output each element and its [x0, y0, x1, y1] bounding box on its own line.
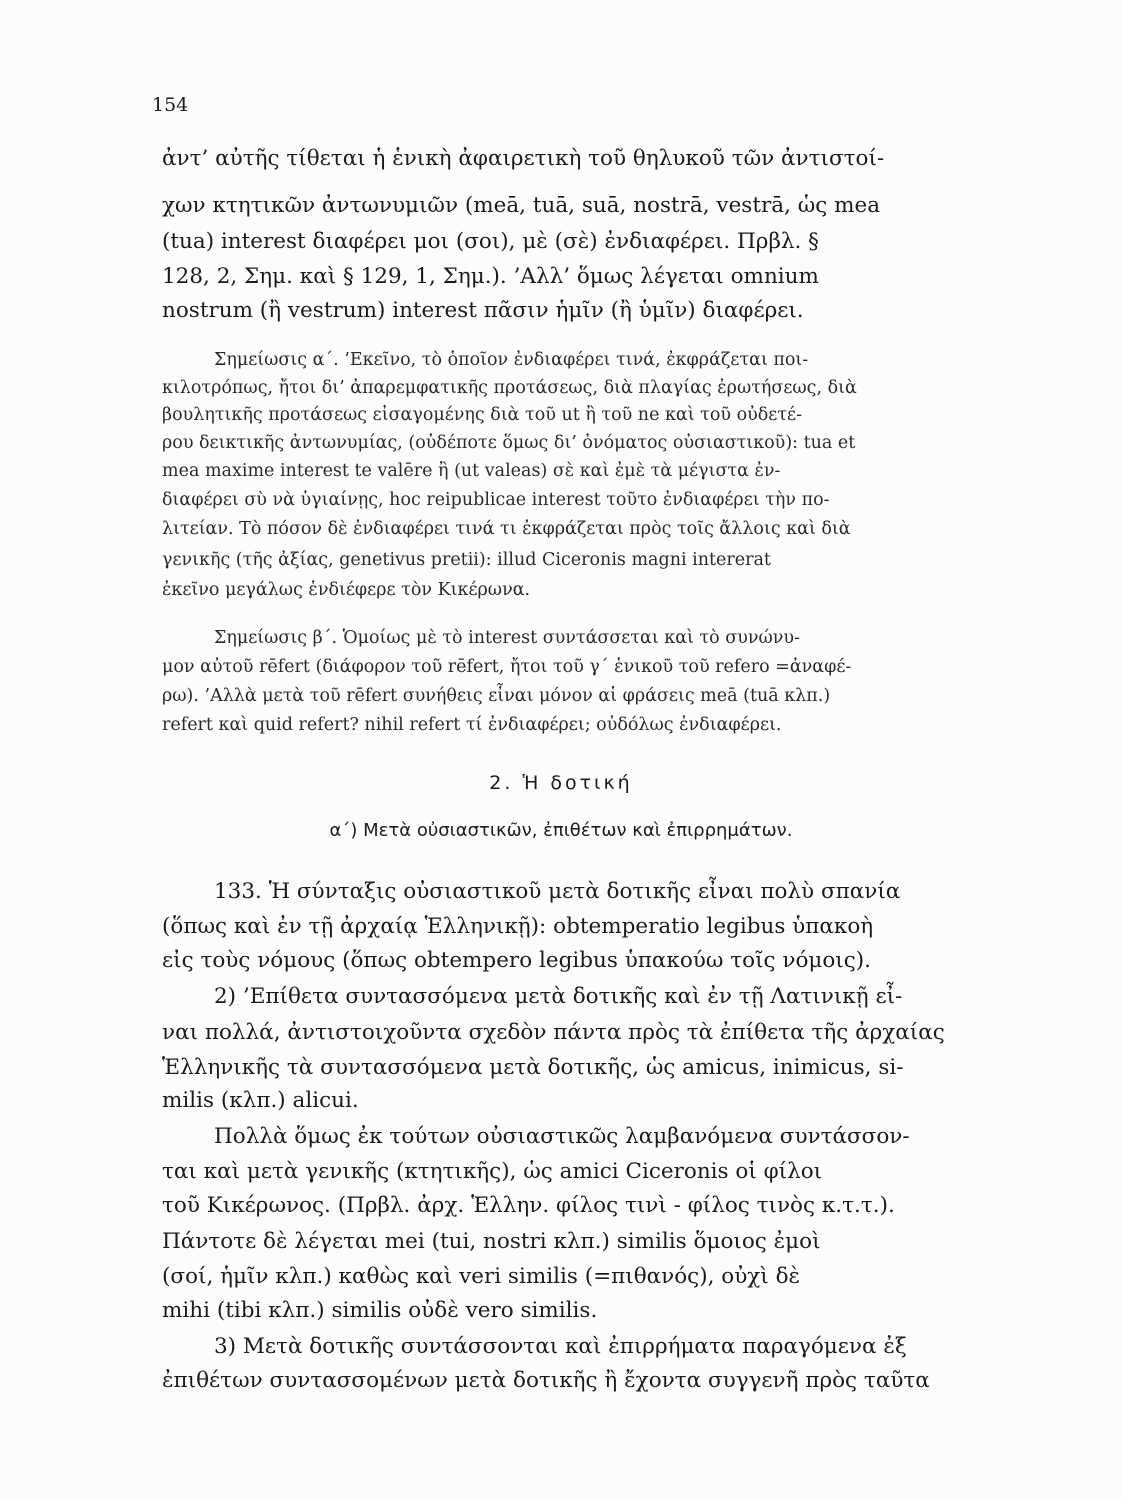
note-a-line-9: ἐκεῖνο μεγάλως ἐνδιέφερε τὸν Κικέρωνα.: [162, 580, 531, 600]
para1-line-4: 128, 2, Σημ. καὶ § 129, 1, Σημ.). ’Αλλ’ ὅμως λέγεται omnium: [162, 264, 819, 289]
subsection-heading: α΄) Μετὰ οὐσιαστικῶν, ἐπιθέτων καὶ ἐπιρρημάτων.: [329, 820, 793, 841]
note-a-line-4: ρου δεικτικῆς ἀντωνυμίας, (οὐδέποτε ὅμως δι’ ὀνόματος οὐσιαστικοῦ): tua et: [162, 433, 856, 453]
para2-line-1: 2) ’Επίθετα συντασσόμενα μετὰ δοτικῆς καὶ ἐν τῇ Λατινικῇ εἶ-: [214, 984, 903, 1009]
para-polla-line-6: mihi (tibi κλπ.) similis οὐδὲ vero similis.: [162, 1298, 598, 1323]
para1-line-5: nostrum (ἢ vestrum) interest πᾶσιν ἡμῖν (ἢ ὑμῖν) διαφέρει.: [162, 298, 804, 323]
note-b-line-2: μον αὐτοῦ rēfert (διάφορον τοῦ rēfert, ἤτοι τοῦ γ΄ ἑνικοῦ τοῦ refero =ἀναφέ-: [162, 657, 852, 677]
section-heading: 2. Ἡ δοτική: [489, 772, 633, 794]
para1-line-1: ἀντ’ αὐτῆς τίθεται ἡ ἑνικὴ ἀφαιρετικὴ τοῦ θηλυκοῦ τῶν ἀντιστοί-: [162, 146, 885, 171]
para-polla-line-2: ται καὶ μετὰ γενικῆς (κτητικῆς), ὡς amici Ciceronis οἱ φίλοι: [162, 1159, 823, 1184]
note-b-line-3: ρω). ’Αλλὰ μετὰ τοῦ rēfert συνήθεις εἶναι μόνον αἱ φράσεις meā (tuā κλπ.): [162, 686, 831, 706]
note-a-line-1: Σημείωσις α΄. ’Εκεῖνο, τὸ ὁποῖον ἐνδιαφέρει τινά, ἐκφράζεται ποι-: [214, 350, 809, 370]
para3-line-1: 3) Μετὰ δοτικῆς συντάσσονται καὶ ἐπιρρήματα παραγόμενα ἐξ: [214, 1334, 907, 1359]
para133-line-1: 133. Ἡ σύνταξις οὐσιαστικοῦ μετὰ δοτικῆς εἶναι πολὺ σπανία: [214, 879, 901, 904]
note-a-line-3: βουλητικῆς προτάσεως εἰσαγομένης διὰ τοῦ ut ἢ τοῦ ne καὶ τοῦ οὐδετέ-: [162, 405, 803, 425]
note-b-line-1: Σημείωσις β΄. Ὁμοίως μὲ τὸ interest συντάσσεται καὶ τὸ συνώνυ-: [214, 628, 800, 648]
note-a-line-8: γενικῆς (τῆς ἀξίας, genetivus pretii): illud Ciceronis magni intererat: [162, 550, 771, 570]
para1-line-3: (tua) interest διαφέρει μοι (σοι), μὲ (σὲ) ἐνδιαφέρει. Πρβλ. §: [162, 229, 819, 254]
para1-line-2: χων κτητικῶν ἀντωνυμιῶν (meā, tuā, suā, nostrā, vestrā, ὡς mea: [162, 193, 881, 218]
para3-line-2: ἐπιθέτων συντασσομένων μετὰ δοτικῆς ἢ ἔχοντα συγγενῆ πρὸς ταῦτα: [162, 1368, 930, 1393]
note-a-line-6: διαφέρει σὺ νὰ ὑγιαίνῃς, hoc reipublicae interest τοῦτο ἐνδιαφέρει τὴν πο-: [162, 490, 830, 510]
para2-line-2: ναι πολλά, ἀντιστοιχοῦντα σχεδὸν πάντα πρὸς τὰ ἐπίθετα τῆς ἀρχαίας: [162, 1020, 945, 1045]
note-a-line-5: mea maxime interest te valēre ἢ (ut valeas) σὲ καὶ ἐμὲ τὰ μέγιστα ἐν-: [162, 461, 781, 481]
para133-line-3: εἰς τοὺς νόμους (ὅπως obtempero legibus ὑπακούω τοῖς νόμοις).: [162, 948, 871, 973]
para-polla-line-1: Πολλὰ ὅμως ἐκ τούτων οὐσιαστικῶς λαμβανόμενα συντάσσον-: [214, 1124, 910, 1149]
para2-line-4: milis (κλπ.) alicui.: [162, 1088, 359, 1113]
para2-line-3: Ἑλληνικῆς τὰ συντασσόμενα μετὰ δοτικῆς, ὡς amicus, inimicus, si-: [162, 1055, 904, 1080]
para-polla-line-3: τοῦ Κικέρωνος. (Πρβλ. ἀρχ. Ἑλλην. φίλος τινὶ - φίλος τινὸς κ.τ.τ.).: [162, 1193, 895, 1218]
para133-line-2: (ὅπως καὶ ἐν τῇ ἀρχαίᾳ Ἑλληνικῇ): obtemperatio legibus ὑπακοὴ: [162, 914, 874, 939]
page-number: 154: [152, 94, 189, 116]
note-a-line-2: κιλοτρόπως, ἤτοι δι’ ἀπαρεμφατικῆς προτάσεως, διὰ πλαγίας ἐρωτήσεως, διὰ: [162, 378, 857, 398]
para-polla-line-5: (σοί, ἡμῖν κλπ.) καθὼς καὶ veri similis (=πιθανός), οὐχὶ δὲ: [162, 1264, 801, 1289]
note-a-line-7: λιτείαν. Τὸ πόσον δὲ ἐνδιαφέρει τινά τι ἐκφράζεται πρὸς τοῖς ἄλλοις καὶ διὰ: [162, 519, 851, 539]
para-polla-line-4: Πάντοτε δὲ λέγεται mei (tui, nostri κλπ.) similis ὅμοιος ἐμοὶ: [162, 1229, 821, 1254]
note-b-line-4: refert καὶ quid refert? nihil refert τί ἐνδιαφέρει; οὐδόλως ἐνδιαφέρει.: [162, 715, 782, 735]
